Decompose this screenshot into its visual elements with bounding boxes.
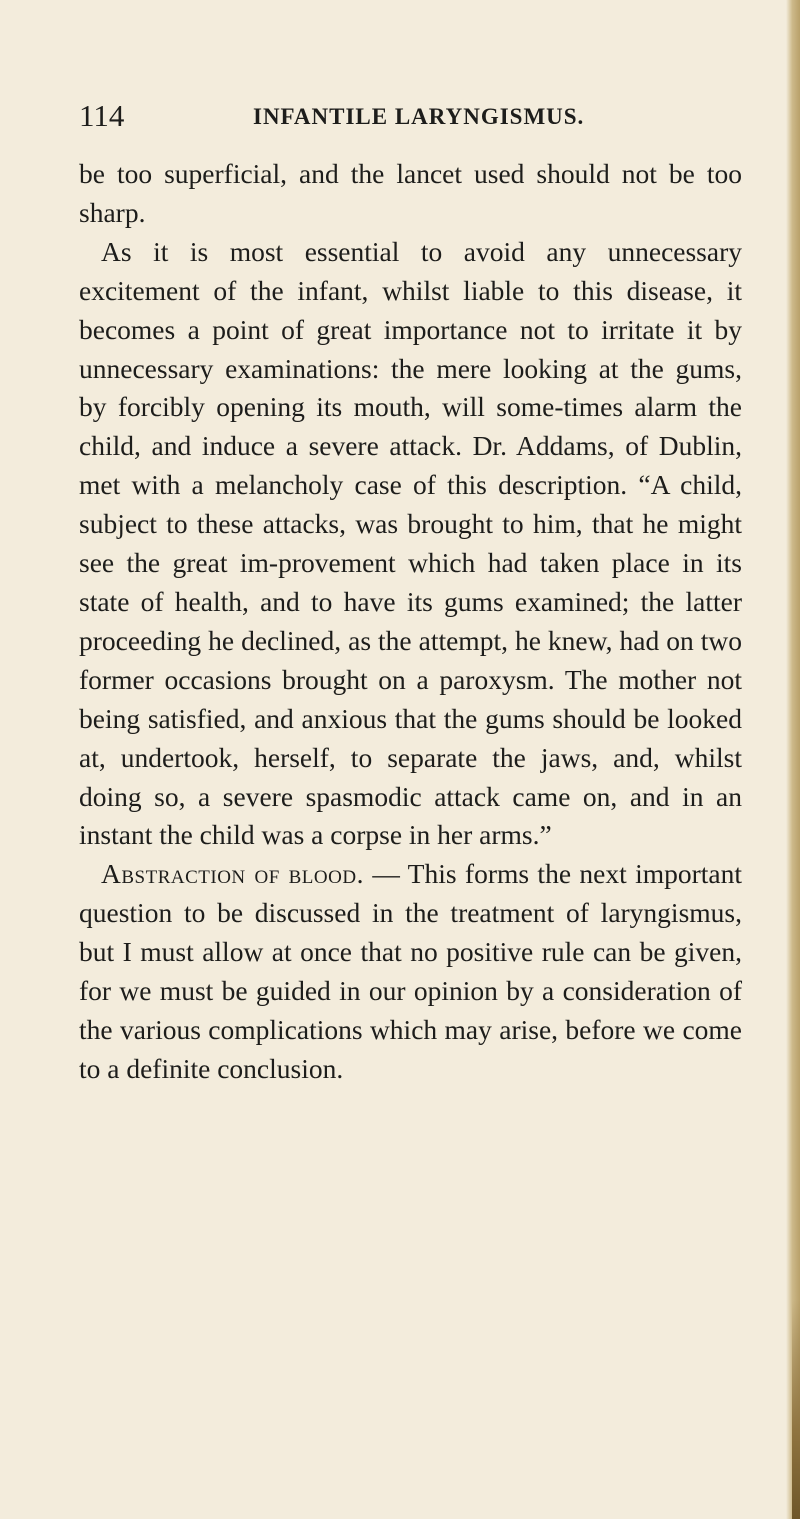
paragraph-text: — This forms the next important question to be discussed in the treatment of laryngismus, but I must allow at once that no positive rule can be given, for we must be guided in our opinion by a consideration of the various complications which may arise, before we come to a definite conclusion.	[79, 858, 742, 1084]
paragraph-excitement: As it is most essential to avoid any unnecessary excitement of the infant, whilst liable to this disease, it becomes a point of great importance not to irritate it by unnecessary examinations: the mere looking at the gums, by forcibly opening its mouth, will some-times alarm the child, and induce a severe attack. Dr. Addams, of Dublin, met with a melancholy case of this description. “A child, subject to these attacks, was brought to him, that he might see the great im-provement which had taken place in its state of health, and to have its gums examined; the latter proceeding he declined, as the attempt, he knew, had on two former occasions brought on a paroxysm. The mother not being satisfied, and anxious that the gums should be looked at, undertook, herself, to separate the jaws, and, whilst doing so, a severe spasmodic attack came on, and in an instant the child was a corpse in her arms.”	[79, 235, 742, 851]
running-head: INFANTILE LARYNGISMUS.	[253, 104, 585, 129]
page-edge-shadow	[786, 0, 800, 1519]
paragraph-continuation: be too superficial, and the lancet used should not be too sharp.	[79, 158, 742, 228]
page-number: 114	[79, 98, 125, 133]
page-edge-stain	[792, 1300, 800, 1519]
paragraph-abstraction-of-blood	[79, 855, 742, 1088]
section-heading: Abstraction of blood.	[101, 858, 364, 890]
page-header	[79, 98, 739, 138]
body-text	[79, 155, 742, 1089]
